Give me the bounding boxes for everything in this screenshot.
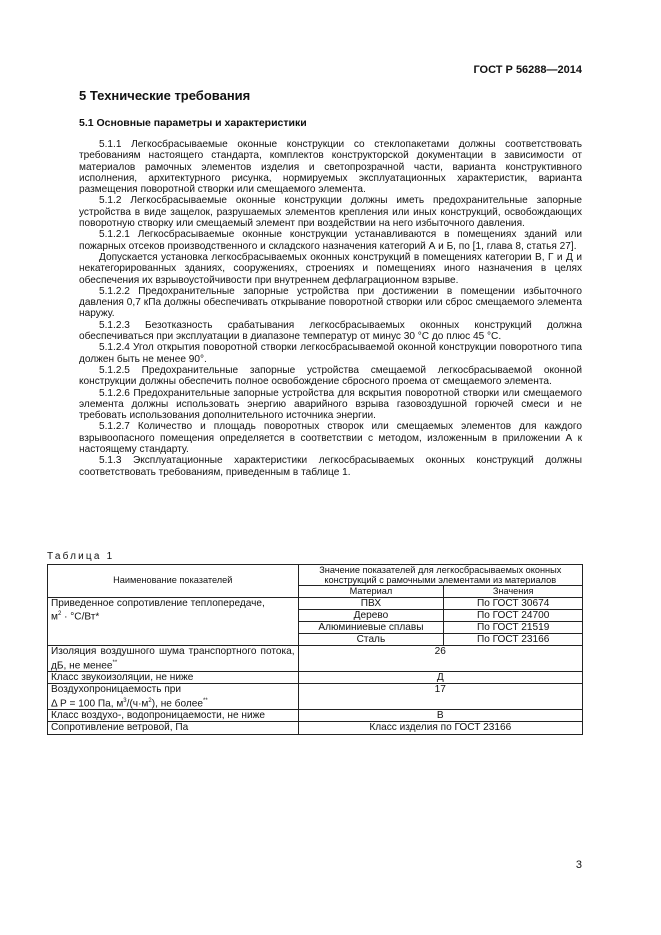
air-label-a: Воздухопроницаемость при	[51, 684, 182, 696]
page-number: 3	[575, 859, 582, 871]
table-row	[48, 597, 583, 609]
table-row	[48, 722, 583, 734]
value-cell: По ГОСТ 21519	[444, 622, 583, 634]
paragraph-5-1-2-2: 5.1.2.2 Предохранительные запорные устройства при достижении в помещении избыточного давления 0,7 кПа должны обеспечивать открывание поворотной створки или сброс смещаемого элемента наружу.	[79, 285, 582, 320]
value-cell: По ГОСТ 23166	[444, 634, 583, 646]
material-cell: Дерево	[298, 609, 444, 621]
air-sup-3: **	[202, 697, 208, 704]
paragraph-5-1-2-1: 5.1.2.1 Легкосбрасываемые оконные конструкции устанавливаются в помещениях зданий или пожарных отсеков производственного и складского назначения категорий А и Б, по [1, глава 8, статья 27].	[79, 229, 582, 252]
paragraph-5-1-2-6: 5.1.2.6 Предохранительные запорные устройства для вскрытия поворотной створки или смещаемого элемента должны использовать энергию аварийного взрыва газовоздушной горючей смеси и не требовать использования дополнительного источника энергии.	[79, 387, 582, 422]
sound-class-value: Д	[298, 672, 582, 684]
header-value: Значения	[444, 586, 583, 597]
table-caption: Таблица 1	[47, 551, 115, 562]
sound-class-label: Класс звукоизоляции, не ниже	[48, 672, 299, 684]
air-label-d: ), не более	[151, 697, 203, 709]
table-row	[48, 646, 583, 672]
table-row	[48, 684, 583, 710]
thermal-unit-rest: · °С/Вт*	[61, 611, 100, 623]
table-header-row	[48, 565, 583, 586]
characteristics-table	[47, 564, 583, 735]
noise-label-text: Изоляция воздушного шума транспортного потока, дБ, не менее	[51, 646, 295, 671]
air-label	[48, 684, 299, 710]
paragraph-5-1-3: 5.1.3 Эксплуатационные характеристики легкосбрасываемых оконных конструкций должны соответствовать требованиям, приведенным в таблице 1.	[79, 455, 582, 478]
paragraph-5-1-1: 5.1.1 Легкосбрасываемые оконные конструкции со стеклопакетами должны соответствовать требованиям настоящего стандарта, комплектов конструкторской документации в зависимости от материалов рамочных элементов изделия и светопрозрачной части, варианта конструктивного исполнения, архитектурного рисунка, нормируемых эксплуатационных характеристик, варианта размещения поворотной створки или смещаемого элемента.	[79, 139, 582, 196]
body-text	[79, 139, 582, 478]
material-cell: Алюминиевые сплавы	[298, 622, 444, 634]
noise-value: 26	[298, 646, 582, 672]
wind-label: Сопротивление ветровой, Па	[48, 722, 299, 734]
noise-label-sup: **	[112, 659, 118, 666]
thermal-label	[48, 597, 299, 646]
paragraph-5-1-2-5: 5.1.2.5 Предохранительные запорные устройства смещаемой легкосбрасываемой оконной конструкции должны обеспечить полное освобождение сбросного проема от смещаемого элемента.	[79, 364, 582, 388]
header-material: Материал	[298, 586, 444, 597]
material-cell: Сталь	[298, 634, 444, 646]
material-cell: ПВХ	[298, 597, 444, 609]
header-values: Значение показателей для легкосбрасываемых оконных конструкций с рамочными элементами из материалов	[298, 565, 582, 586]
section-title: 5 Технические требования	[79, 88, 251, 103]
value-cell: По ГОСТ 24700	[444, 609, 583, 621]
paragraph-5-1-2-3: 5.1.2.3 Безотказность срабатывания легкосбрасываемых оконных конструкций должна обеспечиваться при эксплуатации в диапазоне температур от минус 30 °С до плюс 45 °С.	[79, 319, 582, 343]
standard-code: ГОСТ Р 56288—2014	[473, 64, 582, 76]
noise-label	[48, 646, 299, 672]
air-label-c: /(ч·м	[126, 697, 149, 709]
table-row	[48, 710, 583, 722]
paragraph-5-1-2: 5.1.2 Легкосбрасываемые оконные конструкции должны иметь предохранительные запорные устройства в виде защелок, разрушаемых элементов крепления или иных конструкций, освобождающих поворотную створку или смещаемый элемент при воздействии на него избыточного давления.	[79, 195, 582, 230]
air-sup-1: 3	[123, 697, 127, 704]
table-row	[48, 672, 583, 684]
air-value: 17	[298, 684, 582, 710]
paragraph-5-1-2-7: 5.1.2.7 Количество и площадь поворотных створок или смещаемых элементов для каждого взрывоопасного помещения определяется в соответствии с методом, изложенным в приложении А к настоящему стандарту.	[79, 421, 582, 456]
air-class-label: Класс воздухо-, водопроницаемости, не ниже	[48, 710, 299, 722]
thermal-unit-sup: 2	[57, 610, 62, 617]
subsection-title: 5.1 Основные параметры и характеристики	[79, 117, 307, 129]
air-sup-2: 2	[148, 697, 152, 704]
header-name: Наименование показателей	[48, 565, 299, 598]
value-cell: По ГОСТ 30674	[444, 597, 583, 609]
paragraph-5-1-2-4: 5.1.2.4 Угол открытия поворотной створки легкосбрасываемой оконной конструкции поворотного типа должен быть не менее 90°.	[79, 342, 582, 365]
thermal-label-text: Приведенное сопротивление теплопередаче,	[51, 597, 265, 609]
wind-value: Класс изделия по ГОСТ 23166	[298, 722, 582, 734]
paragraph-allowed: Допускается установка легкосбрасываемых оконных конструкций в помещениях категории В, Г и Д и некатегорированных зданиях, сооружениях, строениях и помещениях иного назначения в целях обеспечения их взрывоустойчивости при внутреннем дефлаграционном взрыве.	[79, 251, 582, 286]
air-class-value: В	[298, 710, 582, 722]
thermal-unit-m: м	[51, 611, 58, 623]
air-label-b: Δ Р = 100 Па, м	[51, 697, 124, 709]
